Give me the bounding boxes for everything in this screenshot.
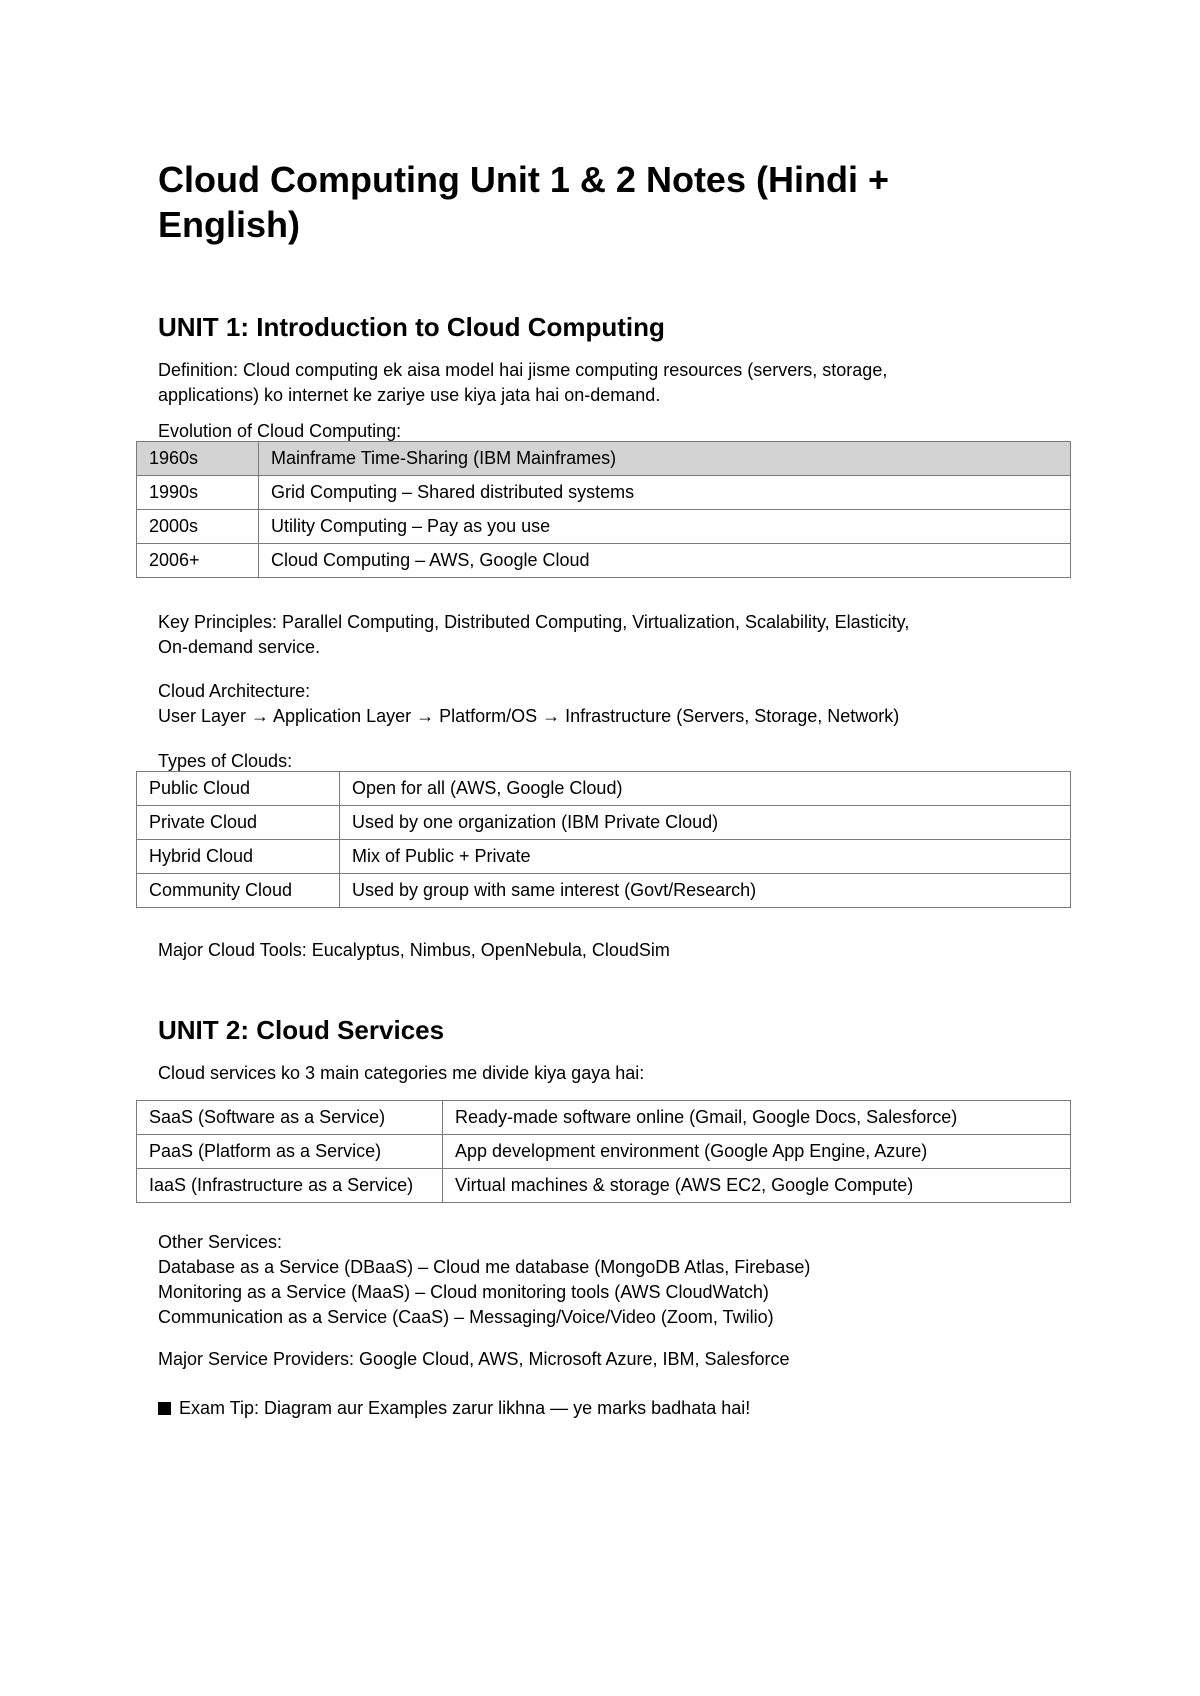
key-principles (158, 610, 909, 660)
era-desc-cell: Cloud Computing – AWS, Google Cloud (259, 544, 1071, 578)
unit1-heading: UNIT 1: Introduction to Cloud Computing (158, 312, 665, 342)
other-services-line: Communication as a Service (CaaS) – Messaging/Voice/Video (Zoom, Twilio) (158, 1307, 774, 1327)
services-table (136, 1100, 1071, 1203)
unit2-heading: UNIT 2: Cloud Services (158, 1015, 445, 1045)
evolution-table (136, 441, 1071, 578)
architecture-line: User Layer → Application Layer → Platform/OS → Infrastructure (Servers, Storage, Network) (158, 706, 900, 726)
table-row (137, 476, 1071, 510)
service-desc-cell: Ready-made software online (Gmail, Google Docs, Salesforce) (443, 1101, 1071, 1135)
table-row (137, 772, 1071, 806)
key-principles-line: Key Principles: Parallel Computing, Distributed Computing, Virtualization, Scalability, Elasticity, (158, 612, 910, 632)
exam-tip (158, 1396, 750, 1421)
service-model-cell: IaaS (Infrastructure as a Service) (137, 1169, 443, 1203)
era-desc-cell: Utility Computing – Pay as you use (259, 510, 1071, 544)
service-model-cell: PaaS (Platform as a Service) (137, 1135, 443, 1169)
other-services (158, 1230, 810, 1330)
service-desc-cell: App development environment (Google App Engine, Azure) (443, 1135, 1071, 1169)
document-title: Cloud Computing Unit 1 & 2 Notes (Hindi + English) (158, 159, 889, 245)
cloud-type-cell: Private Cloud (137, 806, 340, 840)
unit2-intro: Cloud services ko 3 main categories me divide kiya gaya hai: (158, 1063, 645, 1083)
other-services-line: Database as a Service (DBaaS) – Cloud me database (MongoDB Atlas, Firebase) (158, 1257, 811, 1277)
evolution-label: Evolution of Cloud Computing: (158, 421, 402, 441)
cloud-type-desc-cell: Used by one organization (IBM Private Cloud) (340, 806, 1071, 840)
unit1-definition (158, 358, 887, 408)
cloud-type-cell: Community Cloud (137, 874, 340, 908)
table-row (137, 544, 1071, 578)
definition-line: Definition: Cloud computing ek aisa model hai jisme computing resources (servers, storage, (158, 360, 888, 380)
service-providers: Major Service Providers: Google Cloud, AWS, Microsoft Azure, IBM, Salesforce (158, 1349, 790, 1369)
table-row (137, 510, 1071, 544)
era-cell: 2000s (137, 510, 259, 544)
key-principles-line: On-demand service. (158, 637, 321, 657)
types-label: Types of Clouds: (158, 751, 293, 771)
architecture-line: Cloud Architecture: (158, 681, 311, 701)
era-cell: 1990s (137, 476, 259, 510)
cloud-type-desc-cell: Open for all (AWS, Google Cloud) (340, 772, 1071, 806)
cloud-type-desc-cell: Mix of Public + Private (340, 840, 1071, 874)
definition-line: applications) ko internet ke zariye use kiya jata hai on-demand. (158, 385, 661, 405)
era-desc-cell: Grid Computing – Shared distributed systems (259, 476, 1071, 510)
black-square-icon (158, 1402, 171, 1415)
era-desc-cell: Mainframe Time-Sharing (IBM Mainframes) (259, 442, 1071, 476)
cloud-type-cell: Public Cloud (137, 772, 340, 806)
cloud-architecture (158, 679, 899, 729)
service-desc-cell: Virtual machines & storage (AWS EC2, Google Compute) (443, 1169, 1071, 1203)
table-row (137, 1101, 1071, 1135)
other-services-line: Other Services: (158, 1232, 283, 1252)
table-row (137, 840, 1071, 874)
era-cell: 2006+ (137, 544, 259, 578)
table-row (137, 806, 1071, 840)
other-services-line: Monitoring as a Service (MaaS) – Cloud monitoring tools (AWS CloudWatch) (158, 1282, 769, 1302)
table-row (137, 1169, 1071, 1203)
cloud-type-desc-cell: Used by group with same interest (Govt/Research) (340, 874, 1071, 908)
service-model-cell: SaaS (Software as a Service) (137, 1101, 443, 1135)
table-row (137, 1135, 1071, 1169)
table-row (137, 442, 1071, 476)
table-row (137, 874, 1071, 908)
cloud-type-cell: Hybrid Cloud (137, 840, 340, 874)
exam-tip-text: Exam Tip: Diagram aur Examples zarur likhna — ye marks badhata hai! (179, 1398, 751, 1418)
cloud-types-table (136, 771, 1071, 908)
era-cell: 1960s (137, 442, 259, 476)
cloud-tools: Major Cloud Tools: Eucalyptus, Nimbus, OpenNebula, CloudSim (158, 940, 670, 960)
